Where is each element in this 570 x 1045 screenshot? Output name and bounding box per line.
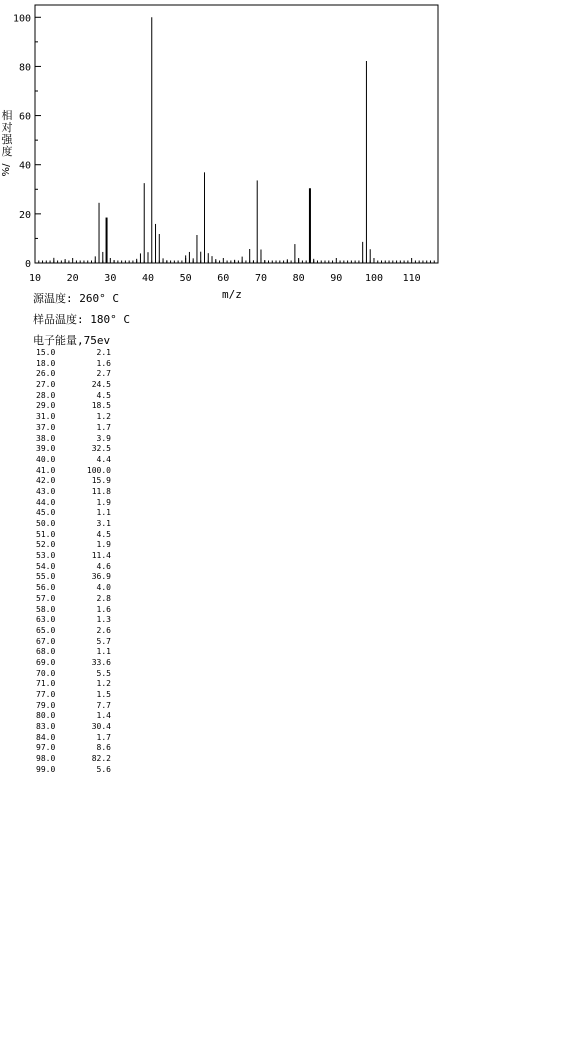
- peak-mz: 40.0: [36, 454, 56, 464]
- peak-abundance: 1.1: [96, 508, 111, 518]
- peak-row: [36, 530, 126, 541]
- y-tick-label: 40: [18, 160, 31, 172]
- electron-energy: 电子能量,75ev: [33, 334, 111, 347]
- x-tick-label: 110: [402, 273, 421, 284]
- peak-mz: 57.0: [36, 593, 56, 603]
- peak-abundance: 1.3: [96, 615, 111, 625]
- peak-abundance: 2.8: [96, 593, 111, 603]
- peak-mz: 58.0: [36, 604, 56, 614]
- peak-row: [36, 519, 126, 530]
- peak-row: [36, 658, 126, 669]
- peak-mz: 99.0: [36, 764, 56, 774]
- y-axis-label-unit: %/: [1, 163, 12, 177]
- peak-row: [36, 369, 126, 380]
- peak-abundance: 3.9: [96, 433, 111, 443]
- peak-mz: 55.0: [36, 572, 56, 582]
- peak-row: [36, 733, 126, 744]
- y-axis-label-char: 强: [1, 133, 13, 146]
- peak-mz: 39.0: [36, 444, 56, 454]
- peak-row: [36, 498, 126, 509]
- peak-mz: 63.0: [36, 615, 56, 625]
- peak-row: [36, 594, 126, 605]
- peak-mz: 97.0: [36, 743, 56, 753]
- peak-row: [36, 401, 126, 412]
- y-tick-label: 20: [18, 209, 31, 221]
- peak-abundance: 1.5: [96, 690, 111, 699]
- peak-mz: 37.0: [36, 422, 56, 432]
- peak-abundance: 1.9: [96, 497, 111, 507]
- peak-row: [36, 711, 126, 722]
- peak-mz: 67.0: [36, 636, 56, 646]
- peak-abundance: 30.4: [91, 722, 111, 732]
- peak-row: [36, 551, 126, 562]
- peak-row: [36, 508, 126, 519]
- peak-abundance: 2.1: [96, 348, 111, 357]
- x-tick-label: 70: [254, 273, 268, 284]
- peak-mz: 51.0: [36, 529, 56, 539]
- peak-abundance: 1.6: [96, 604, 111, 614]
- peak-row: [36, 562, 126, 573]
- peak-mz: 15.0: [36, 348, 56, 357]
- peak-row: [36, 359, 126, 370]
- peak-row: [36, 380, 126, 391]
- peak-abundance: 8.6: [96, 743, 111, 753]
- peak-row: [36, 391, 126, 402]
- peak-mz: 41.0: [36, 465, 56, 475]
- x-tick-label: 80: [292, 273, 305, 284]
- peak-abundance: 2.6: [96, 625, 111, 635]
- peak-abundance: 1.9: [96, 540, 111, 550]
- peak-mz: 26.0: [36, 369, 56, 379]
- peak-mz: 69.0: [36, 657, 56, 667]
- peak-row: [36, 423, 126, 434]
- peak-mz: 98.0: [36, 754, 56, 764]
- peak-abundance: 4.5: [96, 390, 111, 400]
- y-tick-label: 0: [24, 259, 31, 270]
- peak-row: [36, 434, 126, 445]
- peak-row: [36, 348, 126, 359]
- peak-row: [36, 572, 126, 583]
- peak-row: [36, 476, 126, 487]
- peak-abundance: 4.0: [96, 583, 111, 593]
- peak-mz: 42.0: [36, 476, 56, 486]
- peak-mz: 28.0: [36, 390, 56, 400]
- peak-mz: 71.0: [36, 679, 56, 689]
- peak-row: [36, 701, 126, 712]
- peak-abundance: 100.0: [86, 465, 111, 475]
- peak-abundance: 7.7: [96, 700, 111, 710]
- peak-row: [36, 466, 126, 477]
- peak-abundance: 3.1: [96, 519, 111, 528]
- peak-abundance: 5.7: [96, 636, 111, 646]
- mass-spectrum-chart: [0, 0, 570, 300]
- peak-abundance: 18.5: [91, 401, 111, 411]
- peak-row: [36, 669, 126, 680]
- y-axis-label-text: [0, 110, 14, 176]
- x-tick-label: 40: [141, 273, 155, 284]
- x-axis-label: m/z: [222, 288, 242, 301]
- peak-mz: 18.0: [36, 358, 56, 368]
- peak-abundance: 5.5: [96, 668, 111, 678]
- peak-abundance: 36.9: [91, 572, 111, 582]
- peak-abundance: 1.4: [96, 711, 111, 721]
- peak-mz: 84.0: [36, 732, 56, 742]
- peak-abundance: 33.6: [91, 657, 111, 667]
- peak-mz: 65.0: [36, 625, 56, 635]
- y-axis-label: [0, 110, 14, 176]
- x-tick-label: 10: [28, 273, 42, 284]
- peak-mz: 79.0: [36, 700, 56, 710]
- x-axis: [29, 258, 434, 284]
- x-tick-label: 60: [217, 273, 230, 284]
- peak-abundance: 5.6: [96, 764, 111, 774]
- peak-row: [36, 690, 126, 701]
- x-tick-label: 90: [330, 273, 343, 284]
- peak-abundance: 1.6: [96, 358, 111, 368]
- source-temperature: 源温度: 260° C: [33, 292, 119, 305]
- peak-mz: 43.0: [36, 486, 56, 496]
- peak-abundance: 11.8: [91, 486, 111, 496]
- peak-abundance: 4.6: [96, 561, 111, 571]
- y-axis-label-char: 对: [1, 121, 13, 134]
- peak-mz: 80.0: [36, 711, 56, 721]
- peak-row: [36, 765, 126, 776]
- peak-table: [36, 348, 126, 776]
- peak-mz: 44.0: [36, 497, 56, 507]
- y-axis-label-char: 相: [1, 109, 13, 122]
- y-axis: [13, 13, 41, 270]
- peak-row: [36, 754, 126, 765]
- peak-mz: 50.0: [36, 519, 56, 528]
- peak-abundance: 2.7: [96, 369, 111, 379]
- peak-mz: 52.0: [36, 540, 56, 550]
- peak-row: [36, 647, 126, 658]
- peak-mz: 54.0: [36, 561, 56, 571]
- peak-row: [36, 626, 126, 637]
- peak-mz: 45.0: [36, 508, 56, 518]
- peak-abundance: 24.5: [91, 380, 111, 390]
- peak-abundance: 1.1: [96, 647, 111, 657]
- peak-mz: 53.0: [36, 551, 56, 561]
- peak-row: [36, 679, 126, 690]
- peak-row: [36, 487, 126, 498]
- y-axis-label-char: 度: [1, 145, 13, 158]
- peak-row: [36, 722, 126, 733]
- x-tick-label: 100: [364, 273, 384, 284]
- plot-frame: [35, 5, 438, 263]
- peak-mz: 70.0: [36, 668, 56, 678]
- peak-abundance: 11.4: [91, 551, 111, 561]
- peak-row: [36, 743, 126, 754]
- x-tick-label: 30: [104, 273, 117, 284]
- peak-mz: 38.0: [36, 433, 56, 443]
- peak-mz: 56.0: [36, 583, 56, 593]
- peak-mz: 31.0: [36, 412, 56, 422]
- peak-row: [36, 444, 126, 455]
- peak-row: [36, 583, 126, 594]
- sample-temperature: 样品温度: 180° C: [33, 313, 130, 326]
- peak-mz: 27.0: [36, 380, 56, 390]
- peak-row: [36, 615, 126, 626]
- peak-abundance: 4.4: [96, 454, 111, 464]
- x-tick-label: 20: [66, 273, 79, 284]
- peak-mz: 29.0: [36, 401, 56, 411]
- peak-mz: 77.0: [36, 690, 56, 699]
- peak-abundance: 1.7: [96, 422, 111, 432]
- peak-abundance: 1.7: [96, 732, 111, 742]
- peak-abundance: 4.5: [96, 529, 111, 539]
- peak-row: [36, 455, 126, 466]
- peak-mz: 83.0: [36, 722, 56, 732]
- peak-abundance: 1.2: [96, 412, 111, 422]
- spectrum-bars: [54, 17, 370, 263]
- peak-mz: 68.0: [36, 647, 56, 657]
- y-tick-label: 100: [12, 13, 31, 25]
- peak-abundance: 32.5: [91, 444, 111, 454]
- y-tick-label: 80: [18, 62, 31, 74]
- peak-abundance: 82.2: [91, 754, 111, 764]
- peak-row: [36, 412, 126, 423]
- peak-abundance: 15.9: [91, 476, 111, 486]
- peak-row: [36, 605, 126, 616]
- peak-row: [36, 637, 126, 648]
- y-tick-label: 60: [18, 111, 31, 123]
- peak-abundance: 1.2: [96, 679, 111, 689]
- x-tick-label: 50: [179, 273, 192, 284]
- peak-row: [36, 540, 126, 551]
